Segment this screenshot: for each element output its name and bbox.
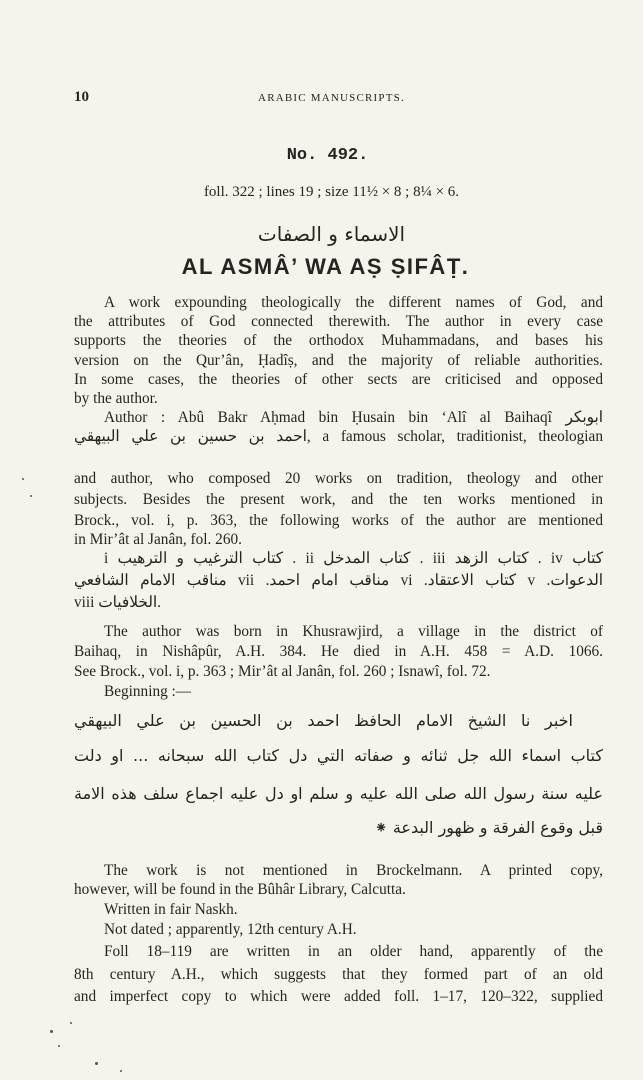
- text-line: See Brock., vol. i, p. 363 ; Mir’ât al Janân, fol. 260 ; Isnawî, fol. 72.: [74, 663, 491, 680]
- entry-number: No. 492.: [286, 146, 369, 165]
- text-line: Baihaq, in Nishâpûr, A.H. 384. He died in A.H. 458 = A.D. 1066.: [74, 643, 603, 660]
- text-line: the attributes of God connected therewith. The author in every case: [74, 313, 603, 330]
- text-line: and imperfect copy to which were added foll. 1–17, 120–322, supplied: [74, 988, 603, 1005]
- title: AL ASMÂ’ WA AṢ ṢIFÂṬ.: [181, 254, 470, 279]
- text-line: Beginning :—: [104, 683, 192, 700]
- text-line: and author, who composed 20 works on tradition, theology and other: [74, 470, 603, 487]
- text-line: A work expounding theologically the different names of God, and: [104, 294, 603, 311]
- text-line: In some cases, the theories of other sects are criticised and opposed: [74, 371, 603, 388]
- page-number: 10: [74, 89, 89, 105]
- text-line: Foll 18–119 are written in an older hand, apparently of the: [104, 943, 603, 960]
- text-line: subjects. Besides the present work, and the ten works mentioned in: [74, 491, 603, 508]
- collation: foll. 322 ; lines 19 ; size 11½ × 8 ; 8¼ × 6.: [203, 184, 460, 200]
- text-line: in Mir’ât al Janân, fol. 260.: [74, 531, 242, 548]
- text-line: Author : Abû Bakr Aḥmad bin Ḥusain bin ‘Alî al Baihaqî ابوبكر: [104, 409, 603, 426]
- text-line: however, will be found in the Bûhâr Library, Calcutta.: [74, 881, 406, 898]
- scan-speck: [58, 1045, 60, 1047]
- arabic-incipit-line: قبل وقوع الفرقة و ظهور البدعة ⁕: [374, 818, 603, 837]
- text-line: The work is not mentioned in Brockelmann. A printed copy,: [104, 862, 603, 879]
- text-line: i كتاب الترغيب و الترهيب . ii كتاب المدخل . iii كتاب الزهد . iv كتاب: [104, 550, 604, 567]
- text-line: supports the theories of the orthodox Muhammadans, and bases his: [74, 332, 603, 349]
- scan-speck: [22, 478, 24, 480]
- scan-speck: [50, 1030, 53, 1033]
- scan-speck: [30, 495, 32, 497]
- arabic-incipit-line: عليه سنة رسول الله صلى الله عليه و سلم او دل عليه اجماع سلف هذه الامة: [74, 784, 603, 803]
- text-line: by the author.: [74, 390, 158, 407]
- text-line: The author was born in Khusrawjird, a village in the district of: [104, 623, 603, 640]
- arabic-incipit-line: كتاب اسماء الله جل ثنائه و صفاته التي دل كتاب الله سبحانه ... او دلت: [74, 746, 603, 765]
- arabic-title: الاسماء و الصفات: [257, 222, 406, 246]
- text-line: 8th century A.H., which suggests that they formed part of an old: [74, 966, 603, 983]
- scan-speck: [70, 1022, 72, 1024]
- running-head: ARABIC MANUSCRIPTS.: [258, 92, 405, 104]
- arabic-incipit-line: اخبر نا الشيخ الامام الحافظ احمد بن الحسين بن علي البيهقي: [74, 711, 573, 730]
- text-line: احمد بن حسين بن علي البيهقي, a famous scholar, traditionist, theologian: [74, 428, 603, 445]
- text-line: Brock., vol. i, p. 363, the following works of the author are mentioned: [74, 512, 603, 529]
- scan-speck: [120, 1070, 122, 1072]
- text-line: viii الخلافيات.: [74, 594, 161, 611]
- text-line: مناقب الامام الشافعي vii .مناقب امام احمد vi .كتاب الاعتقاد v .الدعوات: [74, 572, 604, 589]
- scan-speck: [95, 1062, 98, 1065]
- text-line: Not dated ; apparently, 12th century A.H.: [104, 921, 357, 938]
- text-line: Written in fair Naskh.: [104, 901, 238, 918]
- text-line: version on the Qur’ân, Ḥadîṣ, and the majority of reliable authorities.: [74, 352, 603, 369]
